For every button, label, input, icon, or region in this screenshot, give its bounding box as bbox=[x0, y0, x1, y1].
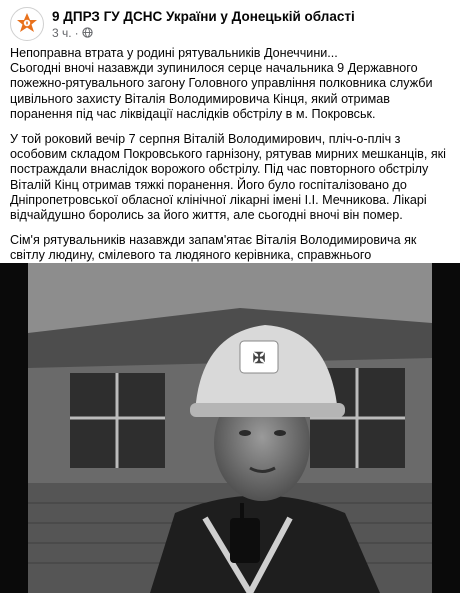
post-paragraph-2: У той роковий вечір 7 серпня Віталій Володимирович, пліч-о-пліч з особовим складом Покровського гарнізону, рятував мирних мешканців, які постраждали внаслідок ворожого обстрілу. Під час повторного обстрілу Віталій Кінц отримав тяжкі поранення. Його було госпіталізовано до Дніпропетровської обласної клінічної лікарні імені І.І. Мечникова. Лікарі відчайдушно боролись за його життя, але сьогодні вночі він помер. bbox=[10, 132, 446, 223]
globe-icon bbox=[82, 27, 93, 38]
post-paragraph-3: Сім'я рятувальників назавжди запам'ятає Віталія Володимировича як світлу людину, смілевого та людяного керівника, справжнього bbox=[10, 233, 417, 263]
post-meta bbox=[52, 9, 355, 40]
firefighter-portrait-image bbox=[0, 263, 460, 593]
post-photo[interactable] bbox=[0, 263, 460, 593]
page-name-link[interactable]: 9 ДПРЗ ГУ ДСНС України у Донецькій області bbox=[52, 8, 355, 24]
dot-separator: · bbox=[74, 25, 79, 40]
helmet-badge-glyph: ✠ bbox=[252, 350, 266, 367]
post-timestamp[interactable]: 3 ч. bbox=[52, 25, 72, 40]
post-header bbox=[10, 8, 355, 40]
post-paragraph-1: Непоправна втрата у родині рятувальників Донеччини... Сьогодні вночі назавжди зупинилося серце начальника 9 Державного пожежно-рятувального загону Головного управління полковника служби цивільного захисту Віталія Володимировича Кінця, який отримав поранення під час ліквідації наслідків обстрілу в м. Покровськ. bbox=[10, 46, 433, 121]
dsns-emblem-icon bbox=[14, 11, 40, 37]
page-avatar[interactable] bbox=[10, 7, 44, 41]
post-time-row bbox=[52, 26, 355, 40]
